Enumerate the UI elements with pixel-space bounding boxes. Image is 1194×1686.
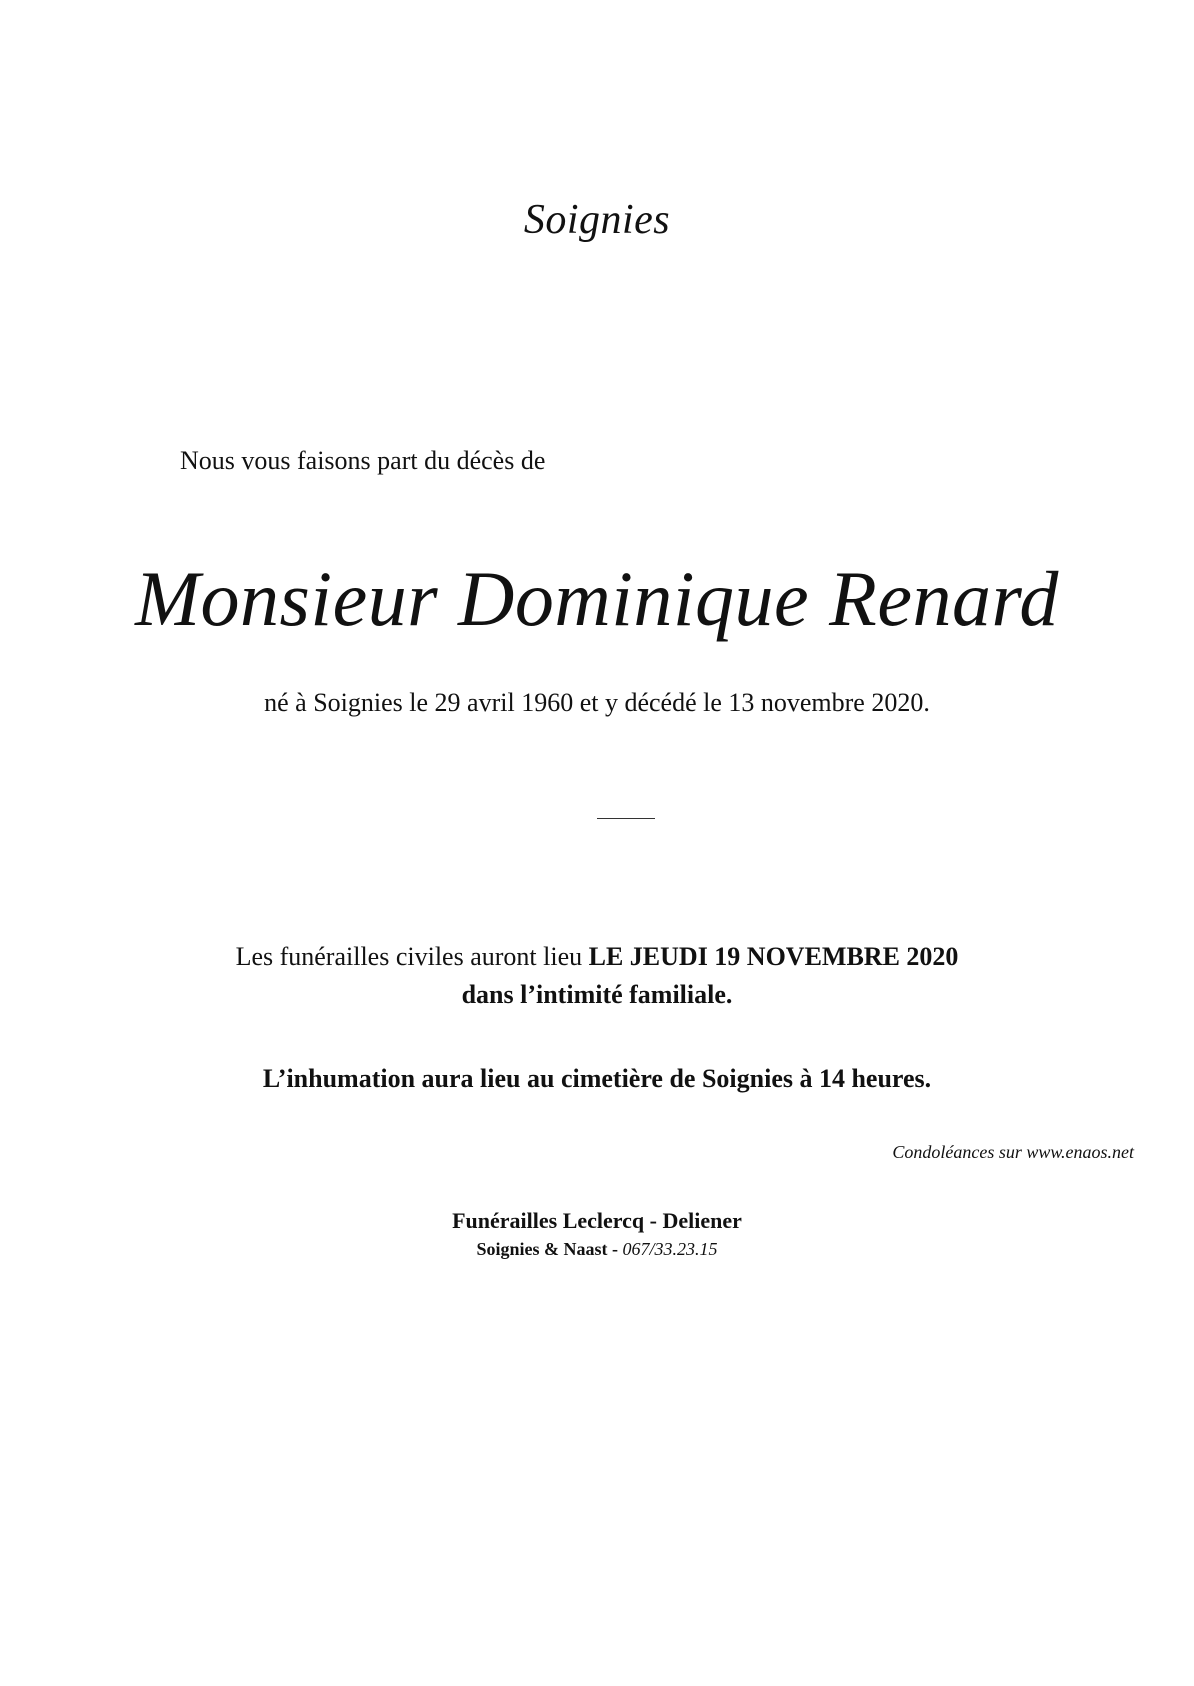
funeral-home-phone: 067/33.23.15 <box>622 1239 718 1259</box>
funeral-home-locations: Soignies & Naast - <box>476 1239 618 1259</box>
funeral-home <box>0 1206 1194 1262</box>
funeral-home-contact <box>0 1236 1194 1262</box>
section-divider <box>597 818 655 819</box>
condolences-link-text: Condoléances sur www.enaos.net <box>892 1142 1134 1162</box>
funeral-date: LE JEUDI 19 NOVEMBRE 2020 <box>588 942 959 971</box>
funeral-details <box>0 938 1194 1014</box>
notice-intro: Nous vous faisons part du décès de <box>180 446 546 475</box>
funeral-date-line <box>0 938 1194 976</box>
notice-location: Soignies <box>523 197 671 243</box>
funeral-privacy: dans l’intimité familiale. <box>461 980 733 1009</box>
burial-details: L’inhumation aura lieu au cimetière de Soignies à 14 heures. <box>262 1064 932 1093</box>
deceased-name: Monsieur Dominique Renard <box>135 555 1059 642</box>
funeral-home-name: Funérailles Leclercq - Deliener <box>452 1208 742 1233</box>
funeral-intro: Les funérailles civiles auront lieu <box>235 942 583 971</box>
birth-death-dates: né à Soignies le 29 avril 1960 et y décédé le 13 novembre 2020. <box>264 688 930 717</box>
